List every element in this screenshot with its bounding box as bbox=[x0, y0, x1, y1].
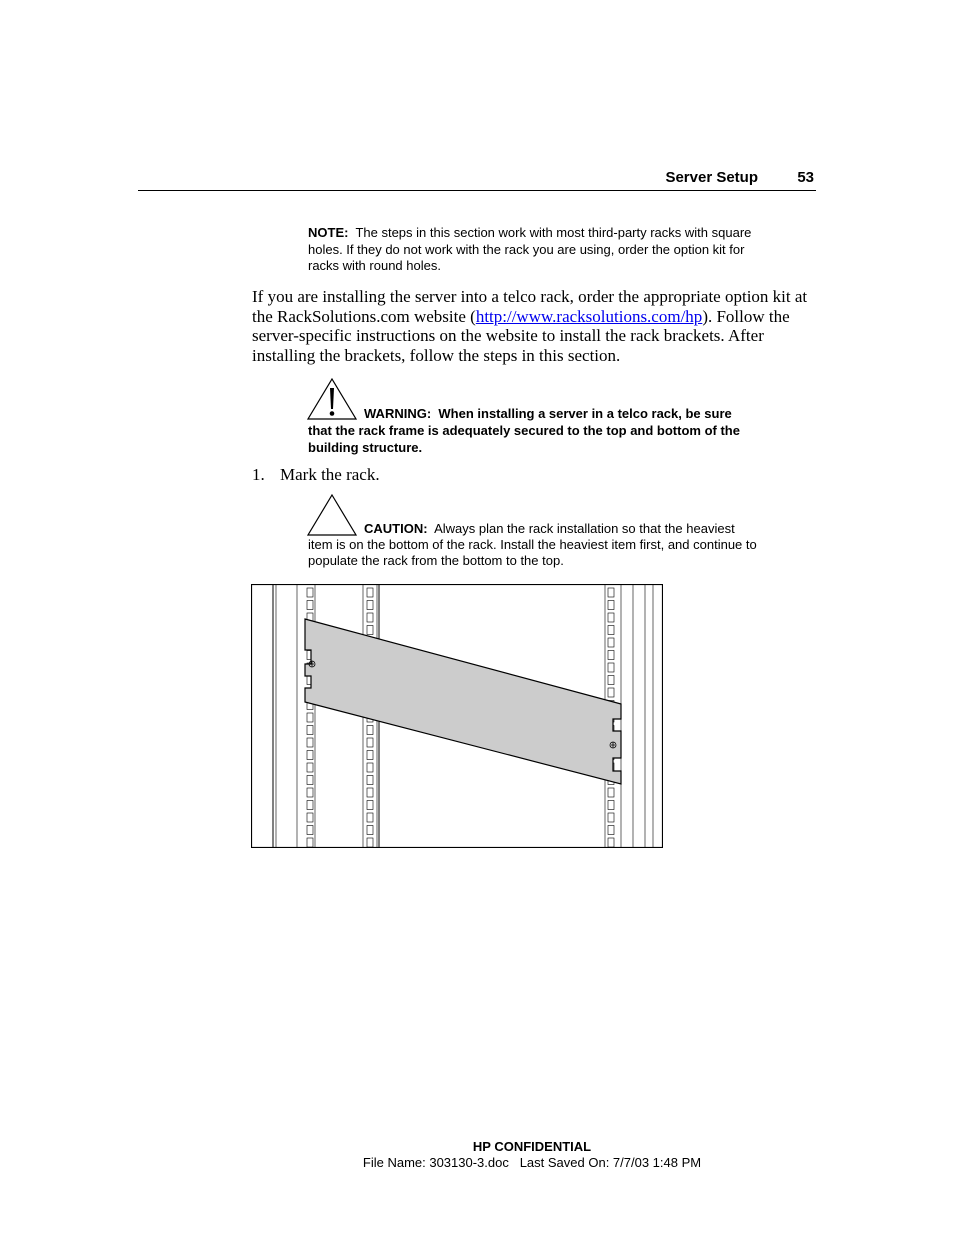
rack-hole bbox=[367, 826, 373, 835]
rack-hole bbox=[307, 738, 313, 747]
rack-hole bbox=[608, 638, 614, 647]
rack-hole bbox=[608, 688, 614, 697]
step-text: Mark the rack. bbox=[280, 465, 380, 484]
rack-hole bbox=[367, 613, 373, 622]
section-title: Server Setup bbox=[665, 169, 758, 186]
rack-hole bbox=[307, 713, 313, 722]
rack-hole bbox=[307, 826, 313, 835]
rack-hole bbox=[367, 726, 373, 735]
page-number: 53 bbox=[797, 169, 814, 186]
paragraph-text-end: ). Follow the server-specific instructions on the website to install the rack brackets. After installing the brackets, follow the steps in this section. bbox=[252, 306, 790, 365]
file-info: File Name: 303130-3.doc Last Saved On: 7/7/03 1:48 PM bbox=[362, 1155, 702, 1170]
rack-hole bbox=[608, 788, 614, 797]
rack-hole bbox=[608, 601, 614, 610]
caution-block bbox=[308, 521, 758, 569]
rack-hole bbox=[307, 751, 313, 760]
paragraph-text-start: If you are installing the server into a telco rack, order the appropriate option kit at the RackSolutions.com website ( bbox=[252, 287, 808, 326]
caution-label: CAUTION: bbox=[364, 521, 428, 536]
body-paragraph bbox=[252, 287, 822, 365]
note-label: NOTE: bbox=[308, 225, 349, 240]
rack-hole bbox=[367, 626, 373, 635]
rack-hole bbox=[608, 813, 614, 822]
rack-hole bbox=[367, 788, 373, 797]
rack-hole bbox=[367, 738, 373, 747]
rack-hole bbox=[367, 763, 373, 772]
warning-block bbox=[308, 405, 758, 456]
rack-hole bbox=[307, 763, 313, 772]
rack-hole bbox=[307, 788, 313, 797]
rack-hole bbox=[367, 801, 373, 810]
rack-hole bbox=[608, 676, 614, 685]
step-number: 1. bbox=[252, 465, 265, 484]
rack-hole bbox=[367, 588, 373, 597]
rack-hole bbox=[307, 801, 313, 810]
rack-hole bbox=[307, 776, 313, 785]
rack-hole bbox=[608, 801, 614, 810]
confidential-label: HP CONFIDENTIAL bbox=[472, 1139, 592, 1154]
racksolutions-link[interactable]: http://www.racksolutions.com/hp bbox=[475, 306, 703, 326]
rack-hole bbox=[608, 651, 614, 660]
note-text: The steps in this section work with most third-party racks with square holes. If they do not work with the rack you are using, order the option kit for racks with round holes. bbox=[308, 225, 752, 273]
rack-hole bbox=[367, 776, 373, 785]
rack-hole bbox=[367, 751, 373, 760]
rack-hole bbox=[367, 813, 373, 822]
rack-hole bbox=[307, 601, 313, 610]
rack-hole bbox=[608, 838, 614, 847]
rack-hole bbox=[307, 813, 313, 822]
caution-text: Always plan the rack installation so that the heaviest item is on the bottom of the rack. Install the heaviest item first, and continue to populate the rack from the bottom to the top. bbox=[308, 521, 757, 568]
note-block bbox=[308, 225, 768, 275]
step-item bbox=[252, 465, 380, 485]
warning-label: WARNING: bbox=[364, 406, 432, 421]
page-header bbox=[138, 168, 816, 191]
rack-hole bbox=[608, 588, 614, 597]
rack-hole bbox=[307, 726, 313, 735]
rack-hole bbox=[367, 601, 373, 610]
rack-hole bbox=[608, 663, 614, 672]
page-footer bbox=[300, 1139, 764, 1171]
rack-hole bbox=[608, 826, 614, 835]
rack-hole bbox=[307, 588, 313, 597]
rack-template-illustration bbox=[251, 584, 663, 848]
rack-hole bbox=[608, 626, 614, 635]
rack-hole bbox=[307, 838, 313, 847]
rack-hole bbox=[608, 613, 614, 622]
rack-hole bbox=[367, 838, 373, 847]
warning-text: When installing a server in a telco rack, be sure that the rack frame is adequately secured to the top and bottom of the building structure. bbox=[308, 406, 740, 455]
